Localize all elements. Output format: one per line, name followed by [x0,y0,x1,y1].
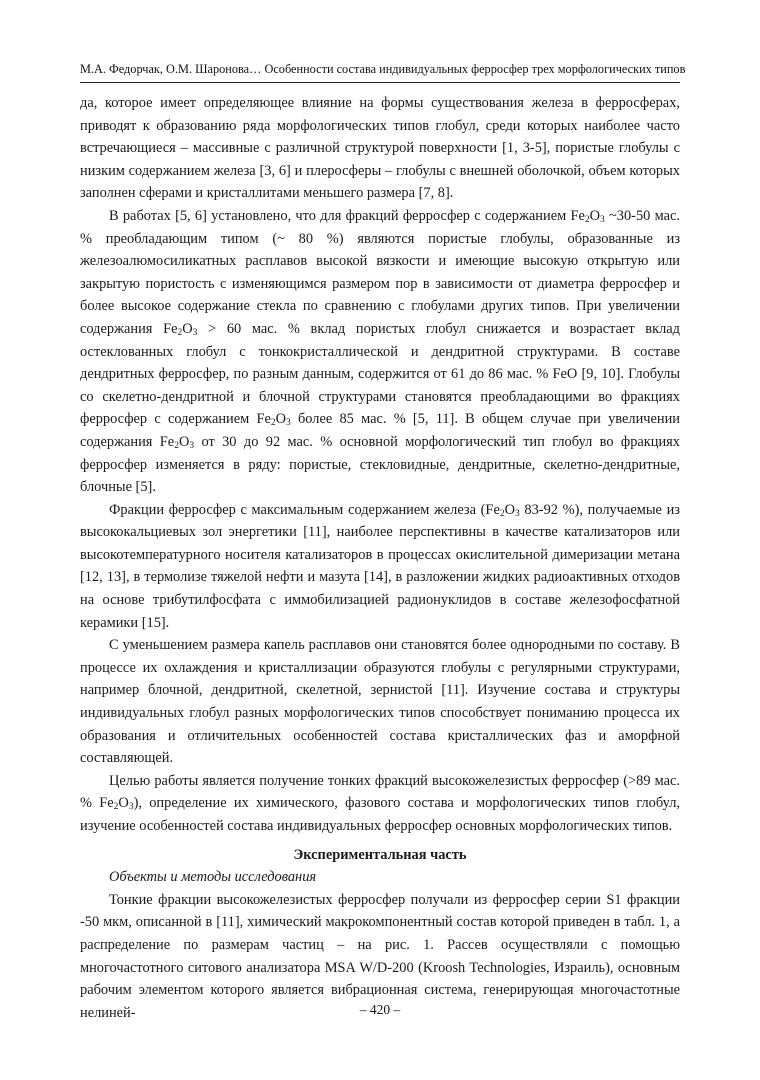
paragraph-6: Тонкие фракции высокожелезистых ферросфер получали из ферросфер серии S1 фракции -50 мкм, описанной в [11], химический макрокомпонентный состав которой приведен в табл. 1, а распределение по размерам частиц – на рис. 1. Рассев осуществляли с помощью многочастотного ситового анализатора MSA W/D-200 (Kroosh Technologies, Израиль), основным рабочим элементом которого является вибрационная система, генерирующая многочастотные нелиней- [80,891,680,1021]
paragraph-2: В работах [5, 6] установлено, что для фракций ферросфер с содержанием $Fe_2O_3$ ~30-50 мас. % преобладающим типом (~ 80 %) являются пористые глобулы, образованные из железоалюмосиликатных расплавов высокой вязкости и имеющие высокую открытую или закрытую пористость с изменяющимся размером пор в зависимости от диаметра ферросфер и более высокое содержание стекла по сравнению с глобулами других типов. При увеличении содержания $Fe_2O_3 > 60$ мас. % вклад пористых глобул снижается и возрастает вклад остеклованных глобул с тонкокристаллической и дендритной структурами. В составе дендритных ферросфер, по разным данным, содержится от 61 до 86 мас. % FeO [9, 10]. Глобулы со скелетно-дендритной и блочной структурами становятся преобладающими во фракциях ферросфер с содержанием $Fe_2O_3$ более 85 мас. % [5, 11]. В общем случае при увеличении содержания $Fe_2O_3$ от 30 до 92 мас. % основной морфологический тип глобул во фракциях ферросфер изменяется в ряду: пористые, стекловидные, дендритные, скелетно-дендритные, блочные [5]. [80,207,681,496]
paragraph-5: Целью работы является получение тонких фракций высокожелезистых ферросфер (>89 мас. % $Fe_2O_3$), определение их химического, фазового состава и морфологических типов глобул, изучение особенностей состава индивидуальных ферросфер основных морфологических типов. [80,772,680,834]
section-title: Экспериментальная часть [293,846,467,863]
running-header: М.А. Федорчак, О.М. Шаронова… Особенности состава индивидуальных ферросфер трех морфологических типов [80,62,686,76]
paragraph-4: С уменьшением размера капель расплавов они становятся более однородными по составу. В процессе их охлаждения и кристаллизации образуются глобулы с регулярными структурами, например блочной, дендритной, скелетной, зернистой [11]. Изучение состава и структуры индивидуальных глобул разных морфологических типов способствует пониманию процесса их образования и отличительных особенностей состава кристаллических фаз и аморфной составляющей. [80,637,680,767]
paragraph-3: Фракции ферросфер с максимальным содержанием железа ($Fe_2O_3$ 83-92 %), получаемые из высококальциевых зол энергетики [11], наиболее перспективны в качестве катализаторов или высокотемпературного носителя катализаторов в процессах окислительной димеризации метана [12, 13], в термолизе тяжелой нефти и мазута [14], в разложении жидких радиоактивных отходов на основе трибутилфосфата с иммобилизацией радионуклидов в составе железофосфатной керамики [15]. [80,501,680,631]
header-rule [80,82,680,83]
paragraph-1: да, которое имеет определяющее влияние на формы существования железа в ферросферах, приводят к образованию ряда морфологических типов глобул, среди которых наиболее часто встречающиеся – массивные с различной структурой поверхности [1, 3-5], пористые глобулы с низким содержанием железа [3, 6] и плеросферы – глобулы с внешней оболочкой, объем которых заполнен сферами и кристаллитами меньшего размера [7, 8]. [80,95,680,202]
article-body [80,92,680,1024]
subsection-title: Объекты и методы исследования [109,869,317,886]
page-number: – 420 – [359,1002,401,1017]
